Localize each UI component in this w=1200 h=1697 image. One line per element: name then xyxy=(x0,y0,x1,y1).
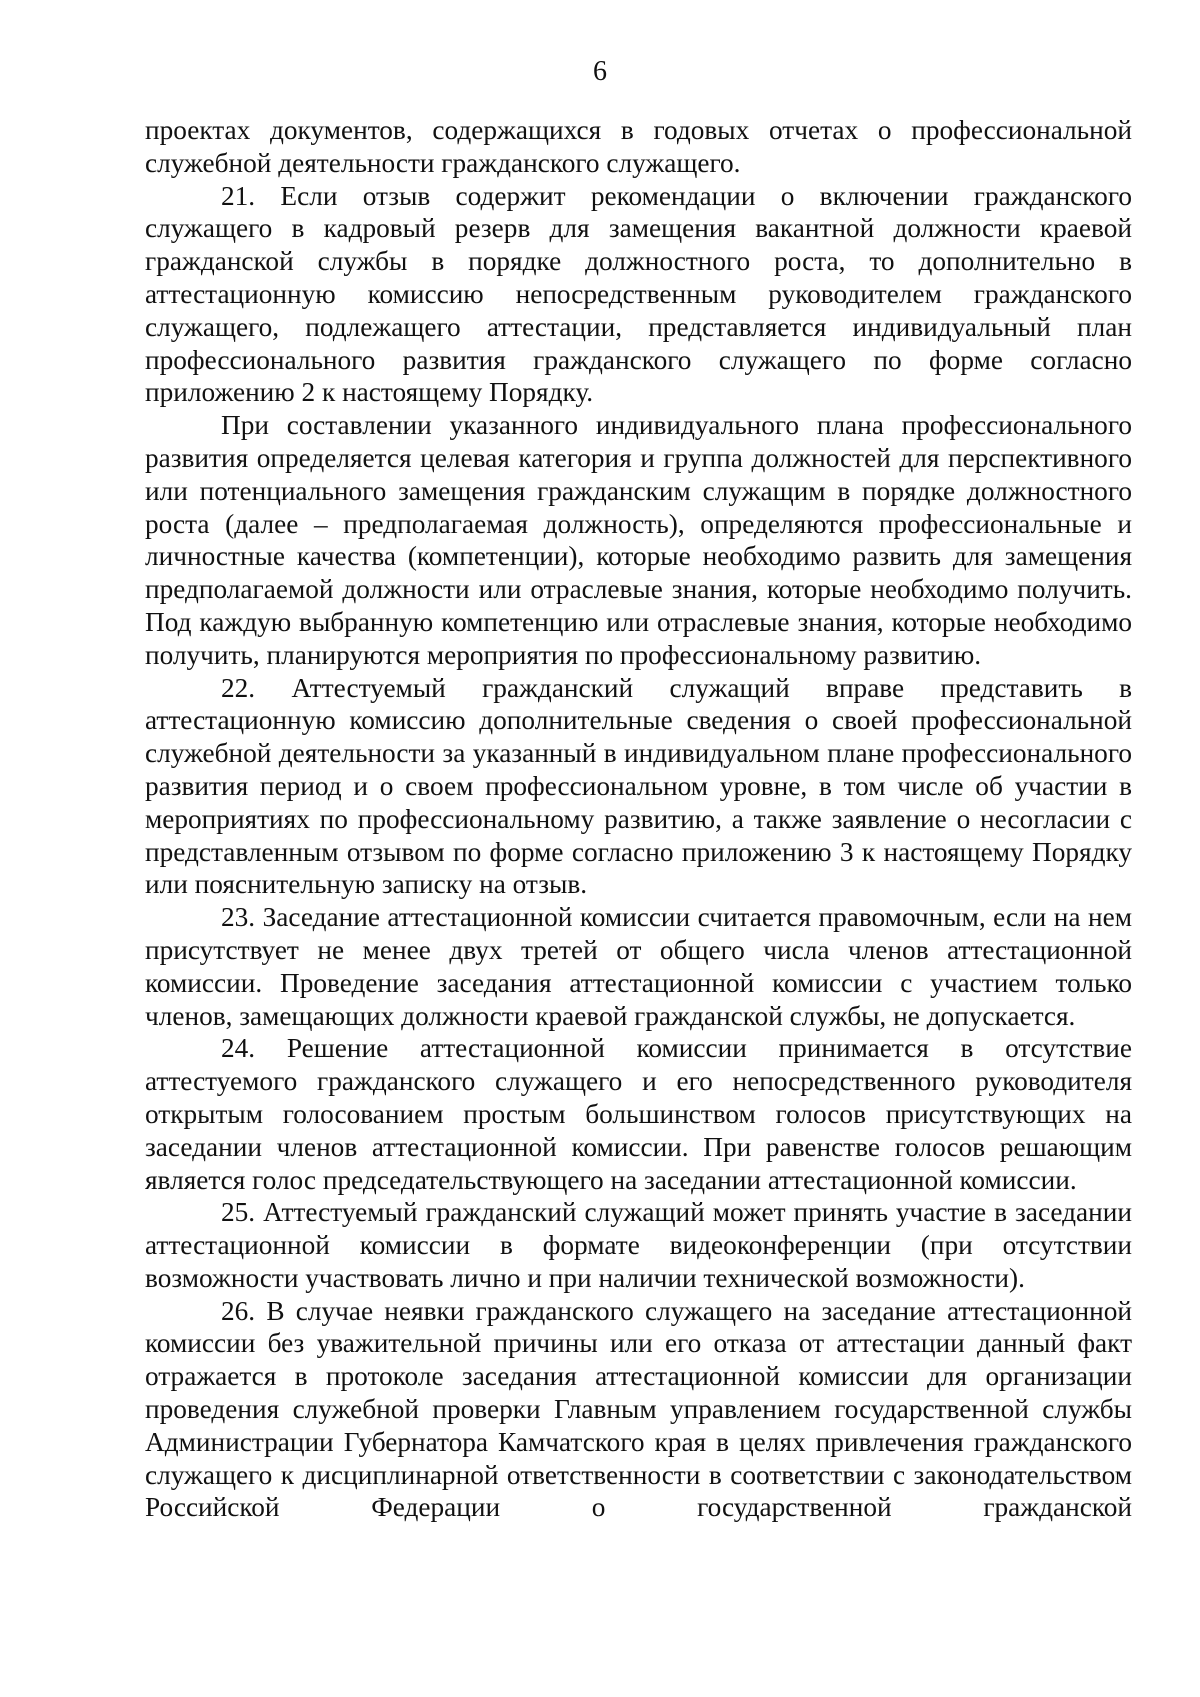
paragraph-clause-23: 23. Заседание аттестационной комиссии считается правомочным, если на нем присутствует не менее двух третей от общего числа членов аттестационной комиссии. Проведение заседания аттестационной комиссии с участием только членов, замещающих должности краевой гражданской службы, не допускается. xyxy=(145,902,1132,1031)
paragraph-clause-22: 22. Аттестуемый гражданский служащий вправе представить в аттестационную комиссию дополнительные сведения о своей профессиональной служебной деятельности за указанный в индивидуальном плане профессионального развития период и о своем профессиональном уровне, в том числе об участии в мероприятиях по профессиональному развитию, а также заявление о несогласии с представленным отзывом по форме согласно приложению 3 к настоящему Порядку или пояснительную записку на отзыв. xyxy=(145,672,1132,900)
paragraph-clause-21: 21. Если отзыв содержит рекомендации о включении гражданского служащего в кадровый резерв для замещения вакантной должности краевой гражданской службы в порядке должностного роста, то дополнительно в аттестационную комиссию непосредственным руководителем гражданского служащего, подлежащего аттестации, представляется индивидуальный план профессионального развития гражданского служащего по форме согласно приложению 2 к настоящему Порядку. xyxy=(145,180,1132,408)
paragraph-clause-25: 25. Аттестуемый гражданский служащий может принять участие в заседании аттестационной комиссии в формате видеоконференции (при отсутствии возможности участвовать лично и при наличии технической возможности). xyxy=(145,1197,1132,1293)
page-number: 6 xyxy=(593,56,607,87)
paragraph-continuation: проектах документов, содержащихся в годовых отчетах о профессиональной служебной деятельности гражданского служащего. xyxy=(145,115,1132,178)
paragraph-clause-26: 26. В случае неявки гражданского служащего на заседание аттестационной комиссии без уважительной причины или его отказа от аттестации данный факт отражается в протоколе заседания аттестационной комиссии для организации проведения служебной проверки Главным управлением государственной службы Администрации Губернатора Камчатского края в целях привлечения гражданского служащего к дисциплинарной ответственности в соответствии с законодательством Российской Федерации о государственной гражданской xyxy=(145,1295,1132,1523)
document-body xyxy=(145,114,1132,1524)
paragraph-development-plan: При составлении указанного индивидуального плана профессионального развития определяется целевая категория и группа должностей для перспективного или потенциального замещения гражданским служащим в порядке должностного роста (далее – предполагаемая должность), определяются профессиональные и личностные качества (компетенции), которые необходимо развить для замещения предполагаемой должности или отраслевые знания, которые необходимо получить. Под каждую выбранную компетенцию или отраслевые знания, которые необходимо получить, планируются мероприятия по профессиональному развитию. xyxy=(145,410,1132,670)
paragraph-clause-24: 24. Решение аттестационной комиссии принимается в отсутствие аттестуемого гражданского служащего и его непосредственного руководителя открытым голосованием простым большинством голосов присутствующих на заседании членов аттестационной комиссии. При равенстве голосов решающим является голос председательствующего на заседании аттестационной комиссии. xyxy=(145,1033,1132,1195)
